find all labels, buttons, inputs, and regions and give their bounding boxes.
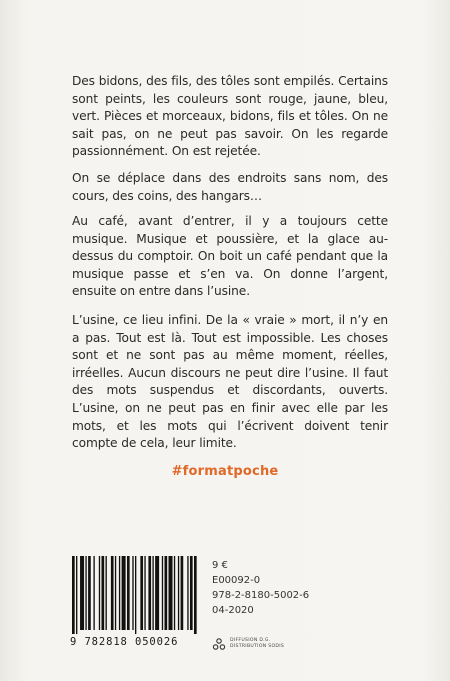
book-info — [212, 558, 309, 618]
barcode-digits: 9 782818 050026 — [70, 636, 179, 648]
distribution-credit — [212, 637, 284, 651]
barcode-bar — [164, 556, 167, 630]
barcode-bar — [169, 556, 173, 630]
paragraph-2: On se déplace dans des endroits sans nom, des cours, des coins, des hangars… — [72, 171, 388, 203]
barcode-bar — [115, 556, 116, 630]
paragraph-1: Des bidons, des fils, des tôles sont empilés. Certains sont peints, les couleurs sont rouge, jaune, bleu, vert. Pièces et morceaux, bidons, fils et tôles. On ne sait pas, on ne peut pas savoir. On les regarde passionnément. On est rejetée. — [72, 74, 388, 159]
barcode-bar — [144, 556, 145, 630]
barcode-bar — [111, 556, 114, 630]
distribution-line-1: DIFFUSION D.G. — [230, 638, 271, 644]
distribution-line-2: DISTRIBUTION SODIS — [230, 644, 285, 649]
barcode-bar — [152, 556, 153, 630]
barcode-bars-icon — [70, 556, 200, 634]
barcode-bar — [174, 556, 175, 630]
price: 9 € — [212, 560, 228, 571]
barcode-bar — [187, 556, 188, 630]
barcode-bar — [155, 556, 159, 630]
barcode-bar — [76, 556, 77, 634]
barcode-bar — [127, 556, 130, 630]
barcode-bar — [181, 556, 184, 630]
paragraph-4: L’usine, ce lieu infini. De la « vraie » mort, il n’y en a pas. Tout est là. Tout est impossible. Les choses sont et ne sont pas au même moment, réelles, irréelles. Aucun discours ne peut dire l’usine. Il faut des mots suspendus et discordants, ouverts. L’usine, on ne peut pas en finir avec elle par les mots, et les mots qui l’écrivent doivent tenir compte de cela, leur limite. — [72, 313, 388, 451]
paragraph-3: Au café, avant d’entrer, il y a toujours cette musique. Musique et poussière, et la glace au-dessus du comptoir. On boit un café pendant que la musique passe et s’en va. On donne l’argent, ensuite on entre dans l’usine. — [72, 214, 388, 299]
isbn: 978-2-8180-5002-6 — [212, 590, 310, 601]
barcode-bar — [119, 556, 120, 630]
barcode-bar — [101, 556, 104, 630]
barcode-bar — [85, 556, 86, 630]
barcode-bar — [106, 556, 107, 630]
hashtag-label[interactable]: #formatpoche — [171, 464, 279, 479]
barcode-bar — [122, 556, 126, 630]
barcode-bar — [93, 556, 94, 630]
barcode-bar — [132, 556, 133, 630]
barcode-bar — [72, 556, 75, 634]
barcode-bar — [80, 556, 84, 630]
barcode-bar — [148, 556, 151, 630]
barcode-bar — [88, 556, 91, 630]
barcode-bar — [178, 556, 179, 630]
print-date: 04-2020 — [212, 605, 254, 616]
barcode-bar — [135, 556, 136, 634]
barcode-bar — [140, 556, 143, 630]
barcode — [70, 556, 200, 634]
barcode-bar — [162, 556, 163, 630]
barcode-bar — [99, 556, 100, 630]
barcode-bar — [190, 556, 193, 630]
product-code: E00092-0 — [212, 575, 261, 586]
barcode-bar — [194, 556, 197, 634]
distribution-logo-icon — [212, 637, 226, 651]
